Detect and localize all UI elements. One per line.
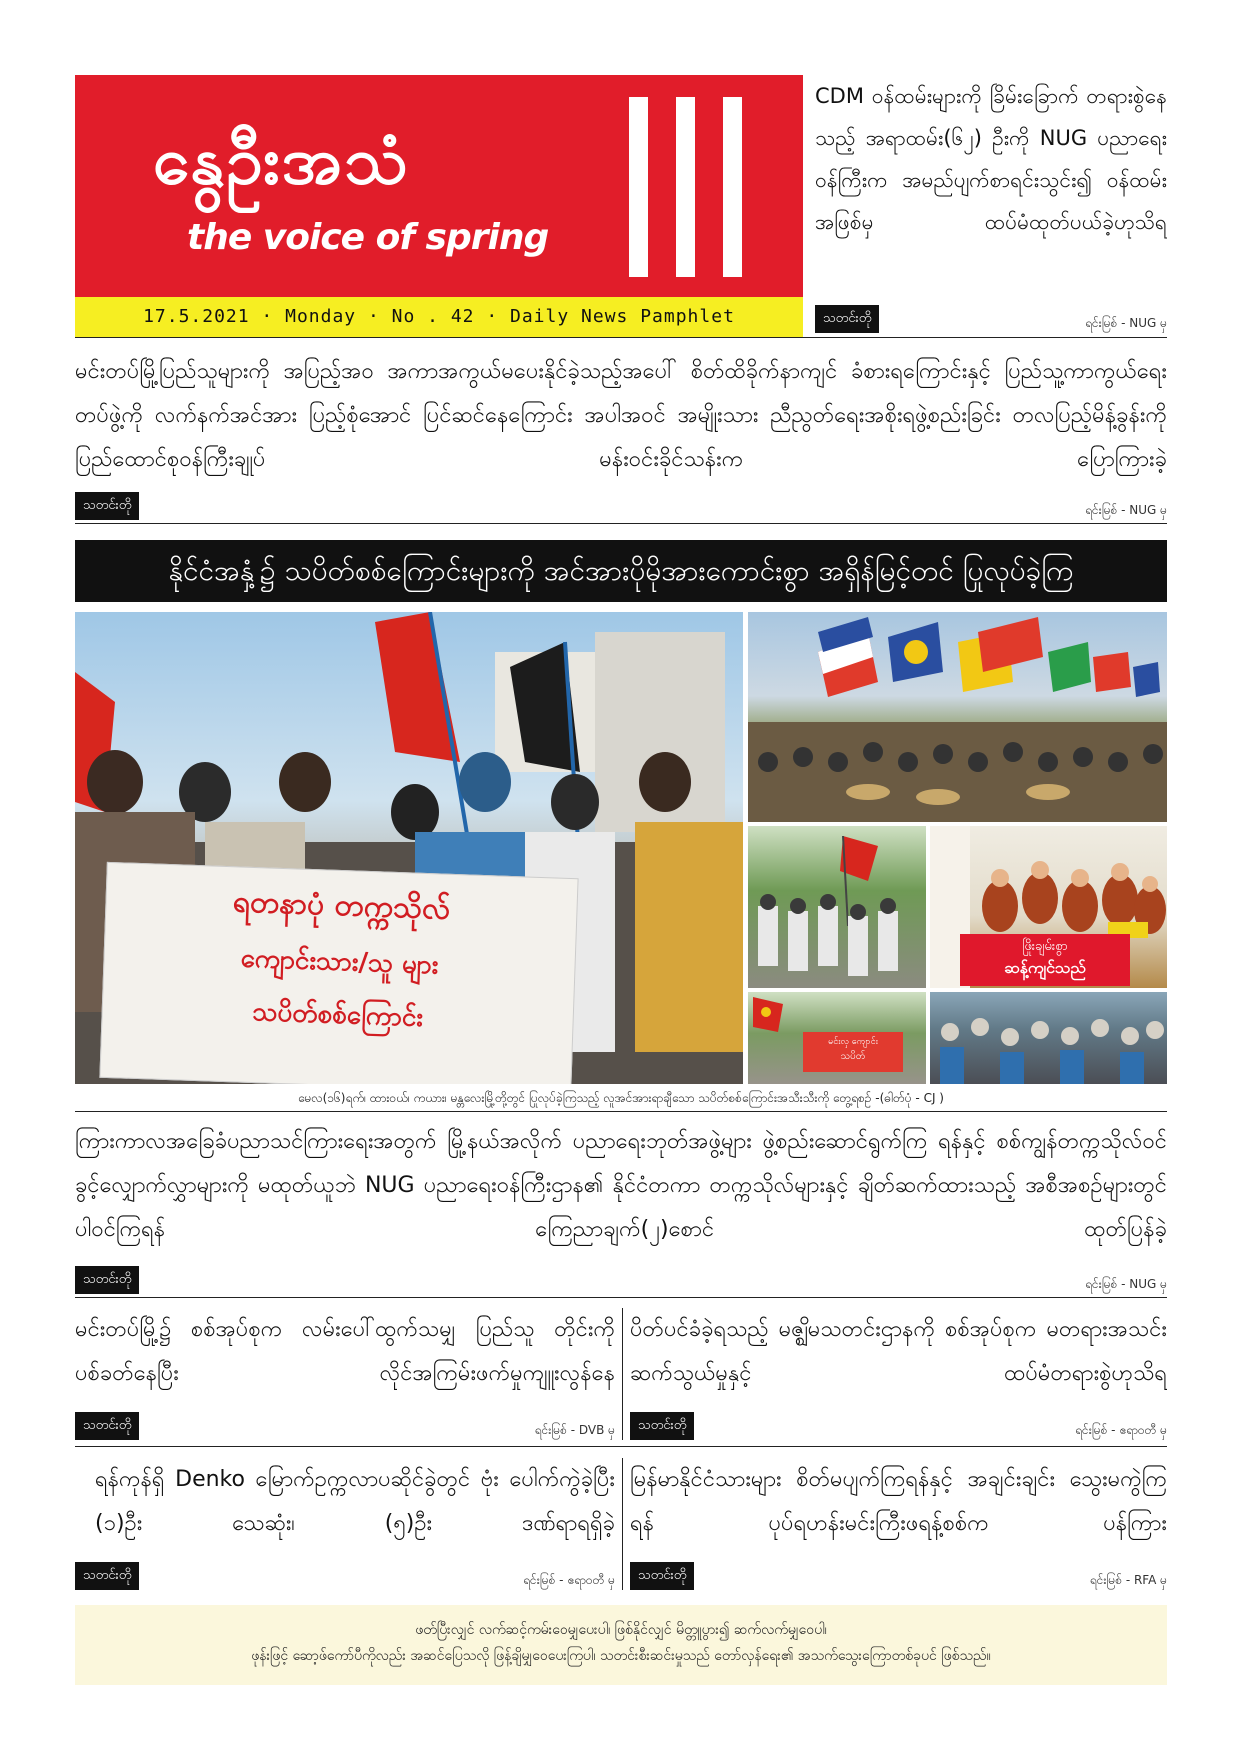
news-tag: သတင်းတို	[630, 1562, 694, 1590]
news-tag: သတင်းတို	[75, 492, 139, 520]
side-story-text: CDM ဝန်ထမ်းများကို ခြိမ်းခြောက် တရားစွဲနေသည့် အရာထမ်း(၆၂) ဦးကို NUG ပညာရေးဝန်ကြီးက အမည်ပျက်စာရင်းသွင်း၍ ဝန်ထမ်း အဖြစ်မှ ထပ်မံထုတ်ပယ်ခဲ့ဟုသိရ	[815, 84, 1167, 234]
news-source: ရင်းမြစ် - RFA မှ	[1089, 1573, 1167, 1587]
news-tag: သတင်းတို	[75, 1266, 139, 1294]
story-6-text: မြန်မာနိုင်ငံသားများ စိတ်မပျက်ကြရန်နှင့် အချင်းချင်း သွေးမကွဲကြရန် ပုပ်ရဟန်းမင်းကြီးဖရန့်စစ်က ပန်ကြား	[630, 1467, 1167, 1536]
logo-subtitle: the voice of spring	[187, 217, 549, 258]
story-3-text: မင်းတပ်မြို့၌ စစ်အုပ်စုက လမ်းပေါ်ထွက်သမျှ ပြည်သူ တိုင်းကို ပစ်ခတ်နေပြီး လိုင်အကြမ်းဖက်မှုကျူးလွန်နေ	[75, 1317, 615, 1386]
issue-strip: 17.5.2021 · Monday · No . 42 · Daily News Pamphlet	[75, 297, 803, 337]
story-4	[630, 1308, 1167, 1437]
story-1	[75, 350, 1167, 517]
story-5-text: ရန်ကုန်ရှိ Denko မြောက်ဥက္ကလာပဆိုင်ခွဲတွင် ဗုံး ပေါက်ကွဲခဲ့ပြီး (၁)ဦး သေဆုံး၊ (၅)ဦး ဒဏ်ရာရရှိခဲ့	[95, 1467, 615, 1536]
street-march-photo	[748, 826, 926, 988]
banner-line: မင်းလှ ကျောင်း	[828, 1037, 878, 1047]
banner-line: သပိတ်	[840, 1051, 866, 1062]
divider	[75, 1111, 1167, 1112]
news-source: ရင်းမြစ် - DVB မှ	[534, 1423, 615, 1437]
divider	[75, 1297, 1167, 1298]
masthead	[75, 75, 803, 337]
news-source: ရင်းမြစ် - NUG မှ	[1085, 316, 1167, 330]
story-5	[75, 1458, 615, 1587]
news-source: ရင်းမြစ် - NUG မှ	[1085, 503, 1167, 517]
headline-banner: နိုင်ငံအနှံ့၌ သပိတ်စစ်ကြောင်းများကို အင်အားပိုမိုအားကောင်းစွာ အရှိန်မြင့်တင် ပြုလုပ်ခဲ့ကြ	[75, 540, 1167, 602]
banner-line: ဖြိုးချမ်းစွာ	[1022, 939, 1068, 954]
column-divider	[622, 1308, 623, 1440]
side-story	[815, 75, 1167, 337]
banner-line: ရတနာပုံ တက္ကသိုလ်	[232, 884, 451, 927]
story-1-text: မင်းတပ်မြို့ပြည်သူများကို အပြည့်အဝ အကာအကွယ်မပေးနိုင်ခဲ့သည့်အပေါ် စိတ်ထိခိုက်နာကျင် ခံစားရကြောင်းနှင့် ပြည်သူ့ကာကွယ်ရေးတပ်ဖွဲ့ကို လက်နက်အင်အား ပြည့်စုံအောင် ပြင်ဆင်နေကြောင်း အပါအဝင် အမျိုးသား ညီညွတ်ရေးအစိုးရဖွဲ့စည်းခြင်း တလပြည့်မိန့်ခွန်းကို ပြည်ထောင်စုဝန်ကြီးချုပ် မန်းဝင်းခိုင်သန်းက ပြောကြားခဲ့	[75, 359, 1167, 472]
news-tag: သတင်းတို	[630, 1412, 694, 1440]
monks-photo	[930, 826, 1167, 988]
logo-title: နွေဦးအသံ	[153, 122, 410, 199]
divider	[75, 1446, 1167, 1447]
logo-bar	[723, 97, 742, 277]
news-source: ရင်းမြစ် - NUG မှ	[1085, 1277, 1167, 1291]
column-divider	[622, 1458, 623, 1590]
footer-note	[75, 1605, 1167, 1685]
story-2-text: ကြားကာလအခြေခံပညာသင်ကြားရေးအတွက် မြို့နယ်အလိုက် ပညာရေးဘုတ်အဖွဲ့များ ဖွဲ့စည်းဆောင်ရွက်ကြ ရန်နှင့် စစ်ကျွန်တက္ကသိုလ်ဝင်ခွင့်လျှောက်လွှာများကို မထုတ်ယူဘဲ NUG ပညာရေးဝန်ကြီးဌာန၏ နိုင်ငံတကာ တက္ကသိုလ်များနှင့် ချိတ်ဆက်ထားသည့် အစီအစဉ်များတွင် ပါဝင်ကြရန် ကြေညာချက်(၂)စောင် ထုတ်ပြန်ခဲ့	[75, 1129, 1167, 1242]
news-source: ရင်းမြစ် - ဧရာဝတီ မှ	[523, 1573, 615, 1587]
footer-line: ဖတ်ပြီးလျှင် လက်ဆင့်ကမ်းဝေမျှပေးပါ၊ ဖြစ်နိုင်လျှင် မိတ္တူပွား၍ ဆက်လက်မျှဝေပါ၊	[415, 1622, 827, 1638]
crowd-photo	[930, 992, 1167, 1084]
field-flags-photo	[748, 612, 1167, 822]
divider	[75, 523, 1167, 524]
story-2	[75, 1120, 1167, 1291]
story-3	[75, 1308, 615, 1437]
small-protest-photo	[748, 992, 926, 1084]
small-banner	[803, 1032, 903, 1072]
monk-banner	[960, 934, 1130, 986]
news-tag: သတင်းတို	[815, 305, 879, 333]
news-tag: သတင်းတို	[75, 1562, 139, 1590]
main-protest-photo	[75, 612, 743, 1084]
banner-line: ကျောင်းသား/သူ များ	[240, 943, 439, 981]
divider	[75, 337, 1167, 338]
footer-line: ဖုန်းဖြင့် ဆော့ဖ်ကော်ပီကိုလည်း အဆင်ပြေသလို ဖြန့်ချိမျှဝေပေးကြပါ၊ သတင်းစီးဆင်းမှုသည် တော်လှန်ရေး၏ အသက်သွေးကြောတစ်ခုပင် ဖြစ်သည်။	[251, 1648, 991, 1664]
banner-line: သပိတ်စစ်ကြောင်း	[251, 997, 424, 1033]
story-4-text: ပိတ်ပင်ခံခဲ့ရသည့် မဇ္ဈိမသတင်းဌာနကို စစ်အုပ်စုက မတရားအသင်းဆက်သွယ်မှုနှင့် ထပ်မံတရားစွဲဟုသိရ	[630, 1317, 1167, 1386]
news-tag: သတင်းတို	[75, 1412, 139, 1440]
banner-line: ဆန့်ကျင်သည်	[1004, 958, 1086, 977]
logo-bar	[676, 97, 695, 277]
photo-caption: မေလ(၁၆)ရက်၊ ထားဝယ်၊ ကယား၊ မန္တလေးမြို့တို့တွင် ပြုလုပ်ခဲ့ကြသည့် လူအင်အားရာချီသော သပိတ်စစ်ကြောင်းအသီးသီးကို တွေ့ရစဉ် -(ဓါတ်ပုံ - CJ )	[298, 1091, 944, 1105]
news-source: ရင်းမြစ် - ဧရာဝတီ မှ	[1075, 1423, 1167, 1437]
protest-banner	[99, 862, 578, 1084]
logo-bar	[629, 97, 648, 277]
story-6	[630, 1458, 1167, 1587]
